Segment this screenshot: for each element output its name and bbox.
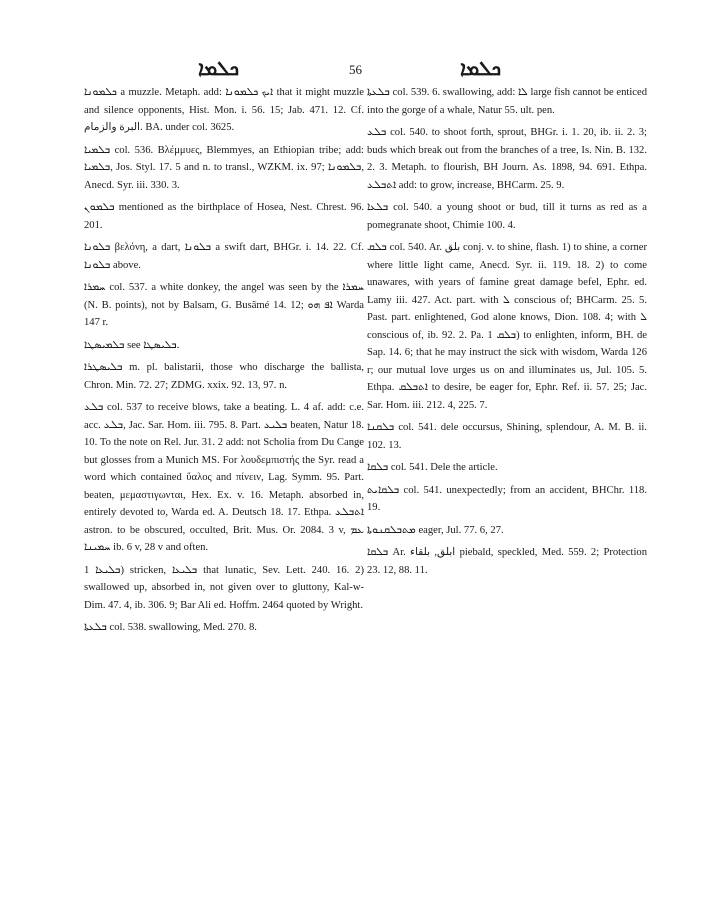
right-column (367, 84, 647, 584)
right-running-headword: ܟܠܡܐ (460, 58, 502, 80)
entry: ܚܡܪܐ col. 537. a white donkey, the angel was seen by the ܚܡܪܐ (N. B. points), not by Balsam, G. Busâmé 14. 12; ܐܦ ܗܘ Warda 147 r. (84, 282, 364, 328)
page-header (0, 58, 714, 84)
entry: ܒܠܩܐܝܬ col. 541. unexpectedly; from an accident, BHChr. 118. 19. (367, 484, 647, 513)
entry: ܒܠܥܬܐ col. 539. 6. swallowing, add: ܠܐ large fish cannot be enticed into the gorge of a whale, Natur 55. ult. pen. (367, 87, 648, 116)
entry: ܒܠܡܝܐ col. 536. Βλέμμυες, Blemmyes, an Ethiopian tribe; add: ܒܠܡܝܐ, Jos. Styl. 17. 5 and n. to transl., WZKM. ix. 97; ܒܠܡܘܢܐ, Anecd. Syr. iii. 330. 3. (84, 144, 364, 191)
entry: ܒܠܥ col. 537 to receive blows, take a beating. L. 4 af. add: c.e. acc. ܒܠܥ, Jac. Sar. Hom. iii. 795. 8. Part. ܒܠܝܥ beaten, Natur 18. 10. To the note on Rel. Jur. 31. 2 add: not Scholia from Du Cange but glosses from a Munich MS. For λουδεμπιστής the Syr. read a word which contained ὕαλος and πίνειν, Lag. Symm. 95. Part. beaten, μεμαστιγωνται, Hex. Ex. v. 16. Metaph. absorbed in, entirely devoted to, Warda ed. A. Deutsch 18. 17. Ethpa. ܐܬܒܠܥ astron. to be obscured, occulted, Brit. Mus. Or. 2084. 3 v, ܥܡ ܚܡܝܢܐ ib. 6 v, 28 v and often. (84, 402, 364, 553)
entry: ܟܠܡܘܢܐ a muzzle. Metaph. add: ܐܝܟ ܟܠܡܘܢܐ that it might muzzle and silence opponents, Hist. Mon. i. 56. 15; Jab. 471. 12. Cf. البرة والزمام. BA. under col. 3625. (84, 87, 364, 133)
entry: ܒܠܩܐ col. 541. Dele the article. (367, 462, 498, 473)
entry: ܡܬܒܠܩܢܘܬܐ eager, Jul. 77. 6, 27. (367, 524, 504, 536)
entry: ܒܠܝܣܛܪܐ m. pl. balistarii, those who discharge the ballista, Chron. Min. 72. 27; ZDMG. xxix. 92. 13, 97. n. (84, 362, 364, 391)
entry: ܒܠܝܥܐ 1) stricken, ܒܠܝܥܐ that lunatic, Sev. Lett. 240. 16. 2) swallowed up, absorbed in, not given over to gluttony, Kal-w-Dim. 47. 4, ib. 306. 9; Bar Ali ed. Hoffm. 2464 quoted by Wright. (84, 564, 364, 611)
entry: ܒܠܡܘܢ mentioned as the birthplace of Hosea, Nest. Chrest. 96. 201. (84, 202, 364, 231)
page-number: 56 (349, 62, 362, 77)
entry: ܒܠܩܐ Ar. ابلق, بلقاء piebald, speckled, Med. 559. 2; Protection 23. 12, 88. 11. (367, 547, 648, 576)
left-column (84, 84, 364, 642)
entry: ܒܠܡܝܣܛܐ see ܒܠܝܣܛܐ. (84, 339, 180, 351)
entry: ܒܠܩܢܐ col. 541. dele occursus, Shining, splendour, A. M. B. ii. 102. 13. (367, 422, 647, 451)
entry: ܒܠܥܬܐ col. 538. swallowing, Med. 270. 8. (84, 622, 257, 633)
entry: ܒܠܥܐ col. 540. a young shoot or bud, till it turns as red as a pomegranate shoot, Chimie 100. 4. (367, 202, 647, 231)
entry: ܒܠܘܢܐ βελόνη, a dart, ܒܠܘܢܐ a swift dart, BHGr. i. 14. 22. Cf. ܒܠܘܢܐ above. (84, 242, 364, 271)
entry: ܒܠܥ col. 540. to shoot forth, sprout, BHGr. i. 1. 20, ib. ii. 2. 3; buds which break out from the branches of a tree, Is. Nin. B. 132. 2. 3. Metaph. to flourish, BH Journ. As. 1898, 94. 691. Ethpa. ܐܬܒܠܥ add: to grow, increase, BHCarm. 25. 9. (367, 127, 647, 191)
left-running-headword: ܟܠܡܐ (198, 58, 240, 80)
entry: ܒܠܩ col. 540. Ar. بلق conj. v. to shine, flash. 1) to shine, a corner where little light came, Anecd. Syr. ii. 119. 18. 2) to come unawares, with years of famine great damage befel, Ephr. ed. Lamy iii. 427. Act. part. with ܠ conscious of; BHCarm. 25. 5. Past. part. enlightened, God alone knows, Dion. 108. 4; with ܠ conscious of, ib. 92. 2. Pa. ܒܠܩ 1) to enlighten, inform, BH. de Sap. 14. 6; that he may instruct the sick with wisdom, Warda 126 r; our mutual love urges us on and illuminates us, Jul. 105. 5. Ethpa. ܐܬܒܠܩ to desire, be eager for, Ephr. Ref. ii. 57. 25; Jac. Sar. Hom. iii. 212. 4, 225. 7. (367, 242, 648, 411)
